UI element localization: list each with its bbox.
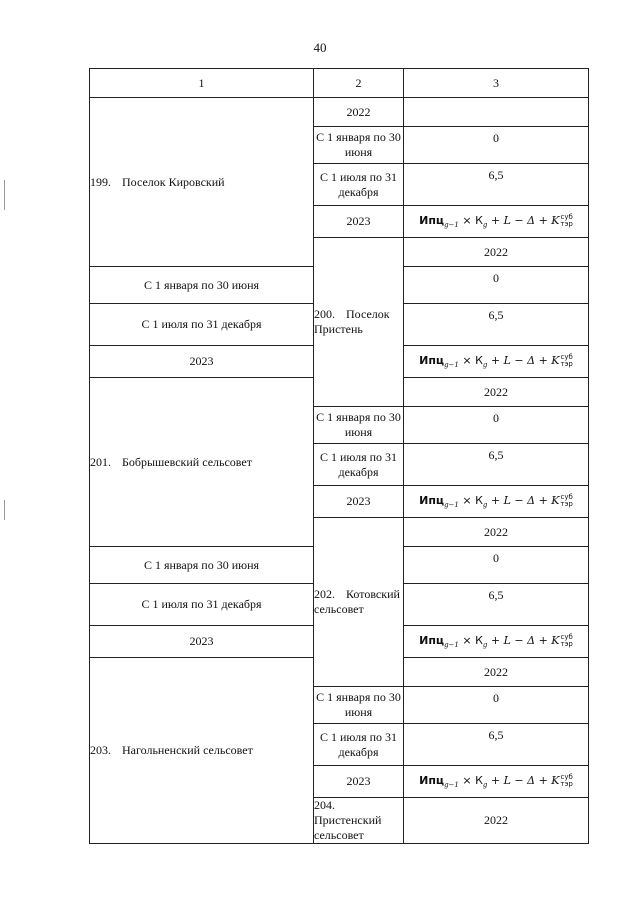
- formula-tail: + L − Δ +: [490, 354, 548, 368]
- formula-ipc-sub: g−1: [444, 221, 459, 230]
- formula-k: К: [475, 354, 483, 368]
- year-cell: 2022: [404, 798, 589, 844]
- value-cell: 0: [404, 127, 589, 164]
- formula-ipc-sub: g−1: [444, 501, 459, 510]
- formula-tail: + L − Δ +: [490, 214, 548, 228]
- formula-k: К: [475, 494, 483, 508]
- index-formula: [419, 353, 573, 370]
- formula-kter: K: [551, 214, 560, 228]
- table-header-row: [90, 69, 589, 98]
- formula-kter-sup: суб: [560, 493, 573, 502]
- year-cell: 2022: [404, 378, 589, 407]
- formula-kter-sub: тэр: [560, 640, 573, 649]
- formula-times: ×: [462, 494, 472, 508]
- period-cell: С 1 июля по 31 декабря: [314, 164, 404, 206]
- year-cell: 2023: [90, 346, 314, 378]
- formula-tail: + L − Δ +: [490, 494, 548, 508]
- formula-ipc: Ипц: [419, 214, 445, 228]
- index-formula: [419, 213, 573, 230]
- year-cell: 2023: [314, 206, 404, 238]
- settlement-name: Бобрышевский сельсовет: [122, 454, 252, 469]
- page-number: 40: [313, 40, 327, 55]
- formula-k-sub: g: [482, 221, 488, 230]
- formula-ipc: Ипц: [419, 354, 445, 368]
- settlement-cell: [90, 378, 314, 547]
- formula-k: К: [475, 774, 483, 788]
- scan-margin-mark: [4, 500, 5, 520]
- settlement-name: Нагольненский сельсовет: [122, 743, 253, 757]
- formula-times: ×: [462, 214, 472, 228]
- settlement-cell: [314, 518, 404, 687]
- period-cell: С 1 июля по 31 декабря: [90, 304, 314, 346]
- settlement-cell: [314, 238, 404, 407]
- formula-kter: K: [551, 774, 560, 788]
- formula-cell: [404, 346, 589, 378]
- settlement-cell: [90, 98, 314, 267]
- formula-times: ×: [462, 774, 472, 788]
- formula-ipc-sub: g−1: [444, 361, 459, 370]
- year-cell: 2023: [90, 626, 314, 658]
- period-cell: С 1 января по 30 июня: [314, 127, 404, 164]
- year-cell: 2022: [404, 238, 589, 267]
- formula-kter-sub: тэр: [560, 220, 573, 229]
- period-cell: С 1 июля по 31 декабря: [90, 584, 314, 626]
- formula-k-sub: g: [482, 501, 488, 510]
- settlement-name: Поселок Кировский: [122, 174, 225, 189]
- value-cell: 0: [404, 267, 589, 304]
- period-cell: С 1 января по 30 июня: [90, 547, 314, 584]
- settlement-number: 199.: [90, 174, 111, 189]
- formula-ipc: Ипц: [419, 494, 445, 508]
- settlement-number: 200.: [314, 307, 335, 321]
- formula-kter-sup: суб: [560, 353, 573, 362]
- scan-margin-mark: [4, 180, 5, 210]
- formula-kter-sup: суб: [560, 213, 573, 222]
- formula-ipc: Ипц: [419, 774, 445, 788]
- year-cell: 2023: [314, 486, 404, 518]
- value-cell: 0: [404, 547, 589, 584]
- index-formula: [419, 773, 573, 790]
- formula-kter: K: [551, 354, 560, 368]
- formula-cell: [404, 206, 589, 238]
- year-cell: 2023: [314, 766, 404, 798]
- period-cell: С 1 января по 30 июня: [314, 687, 404, 724]
- formula-ipc-sub: g−1: [444, 641, 459, 650]
- index-formula: [419, 633, 573, 650]
- formula-kter-sub: тэр: [560, 500, 573, 509]
- formula-k-sub: g: [482, 641, 488, 650]
- formula-k: К: [475, 214, 483, 228]
- year-cell: 2022: [404, 658, 589, 687]
- value-cell: 6,5: [404, 164, 589, 206]
- index-formula: [419, 493, 573, 510]
- header-col-2: 2: [314, 69, 404, 98]
- formula-times: ×: [462, 354, 472, 368]
- settlement-number: 201.: [90, 454, 111, 469]
- value-cell: 0: [404, 687, 589, 724]
- formula-ipc: Ипц: [419, 634, 445, 648]
- value-cell: 6,5: [404, 724, 589, 766]
- period-cell: С 1 января по 30 июня: [90, 267, 314, 304]
- header-col-1: 1: [90, 69, 314, 98]
- header-col-3: 3: [404, 69, 589, 98]
- formula-tail: + L − Δ +: [490, 634, 548, 648]
- tariff-table: [89, 68, 589, 844]
- period-cell: С 1 января по 30 июня: [314, 407, 404, 444]
- value-cell: 6,5: [404, 584, 589, 626]
- formula-kter-sup: суб: [560, 633, 573, 642]
- settlement-cell: [90, 658, 314, 844]
- formula-k-sub: g: [482, 361, 488, 370]
- formula-kter-sub: тэр: [560, 780, 573, 789]
- formula-tail: + L − Δ +: [490, 774, 548, 788]
- formula-cell: [404, 486, 589, 518]
- settlement-name: Котовский сельсовет: [314, 587, 400, 616]
- formula-kter-sup: суб: [560, 773, 573, 782]
- formula-ipc-sub: g−1: [444, 781, 459, 790]
- value-cell-empty: [404, 98, 589, 127]
- period-cell: С 1 июля по 31 декабря: [314, 444, 404, 486]
- year-cell: 2022: [404, 518, 589, 547]
- settlement-number: 203.: [90, 743, 111, 757]
- formula-cell: [404, 766, 589, 798]
- formula-times: ×: [462, 634, 472, 648]
- formula-k-sub: g: [482, 781, 488, 790]
- settlement-number: 202.: [314, 587, 335, 601]
- value-cell: 6,5: [404, 304, 589, 346]
- table-row: [90, 98, 589, 127]
- formula-k: К: [475, 634, 483, 648]
- value-cell: 0: [404, 407, 589, 444]
- settlement-cell: [314, 798, 404, 844]
- formula-kter: K: [551, 494, 560, 508]
- formula-kter: K: [551, 634, 560, 648]
- settlement-number: 204.: [314, 798, 335, 812]
- period-cell: С 1 июля по 31 декабря: [314, 724, 404, 766]
- formula-kter-sub: тэр: [560, 360, 573, 369]
- formula-cell: [404, 626, 589, 658]
- settlement-name: Пристенский сельсовет: [314, 813, 382, 842]
- settlement-name: Поселок Пристень: [314, 307, 390, 336]
- year-cell: 2022: [314, 98, 404, 127]
- value-cell: 6,5: [404, 444, 589, 486]
